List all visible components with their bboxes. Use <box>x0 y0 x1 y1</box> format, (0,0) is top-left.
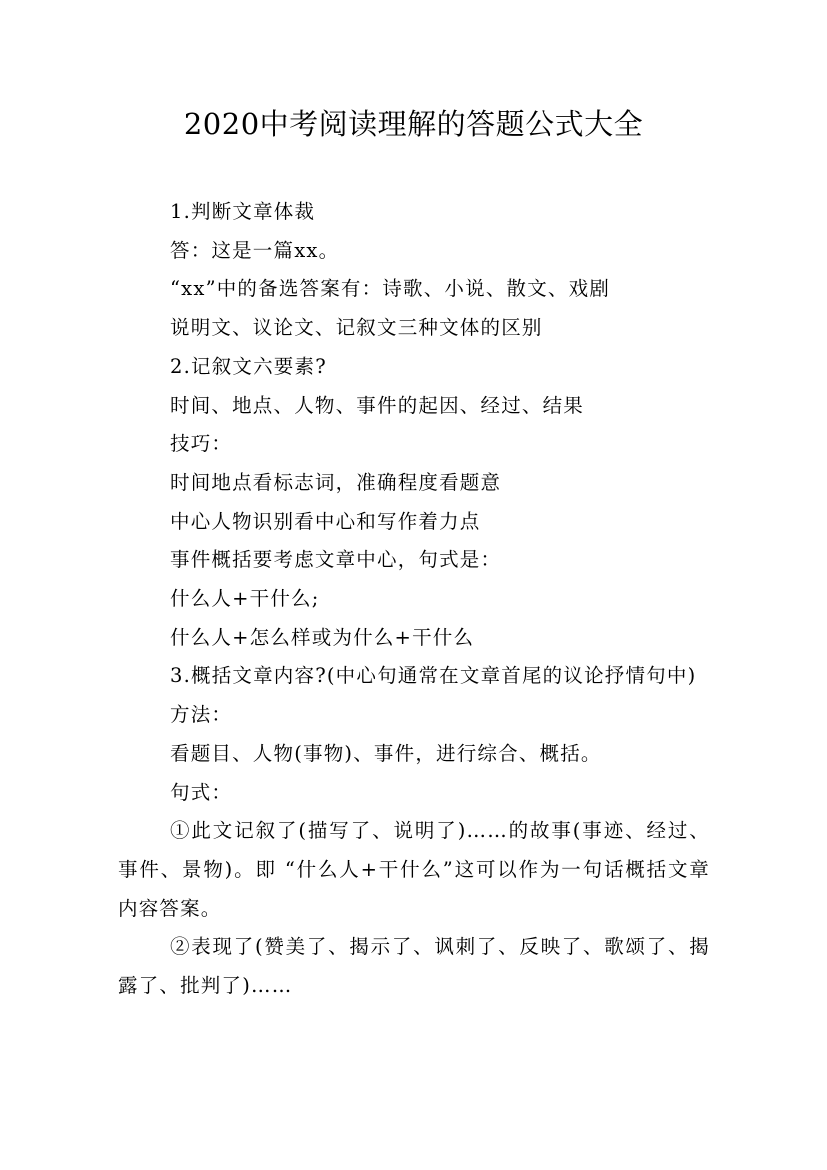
paragraph: 中心人物识别看中心和写作着力点 <box>170 509 481 533</box>
paragraph: “xx”中的备选答案有：诗歌、小说、散文、戏剧 <box>170 277 611 301</box>
paragraph: 技巧： <box>170 432 233 456</box>
paragraph: 答：这是一篇xx。 <box>170 238 340 262</box>
paragraph: 时间地点看标志词，准确程度看题意 <box>170 470 502 494</box>
paragraph: 2.记叙文六要素? <box>170 354 327 378</box>
paragraph: 事件概括要考虑文章中心，句式是： <box>170 548 502 572</box>
paragraph: 时间、地点、人物、事件的起因、经过、结果 <box>170 393 585 417</box>
document-title: 2020中考阅读理解的答题公式大全 <box>183 107 644 141</box>
document-body <box>118 193 710 1006</box>
paragraph: 说明文、议论文、记叙文三种文体的区别 <box>170 316 543 340</box>
paragraph: 3.概括文章内容?(中心句通常在文章首尾的议论抒情句中) <box>170 664 697 688</box>
paragraph: 1.判断文章体裁 <box>170 200 316 223</box>
paragraph: 什么人+怎么样或为什么+干什么 <box>170 625 475 649</box>
paragraph: 方法： <box>170 703 233 727</box>
paragraph: 句式： <box>170 780 233 804</box>
paragraph: ②表现了(赞美了、揭示了、讽刺了、反映了、歌颂了、揭露了、批判了)…… <box>118 935 710 998</box>
paragraph: ①此文记叙了(描写了、说明了)……的故事(事迹、经过、事件、景物)。即 “什么人+干什么”这可以作为一句话概括文章内容答案。 <box>118 819 710 920</box>
paragraph: 什么人+干什么; <box>170 587 320 611</box>
paragraph: 看题目、人物(事物)、事件，进行综合、概括。 <box>170 741 602 765</box>
